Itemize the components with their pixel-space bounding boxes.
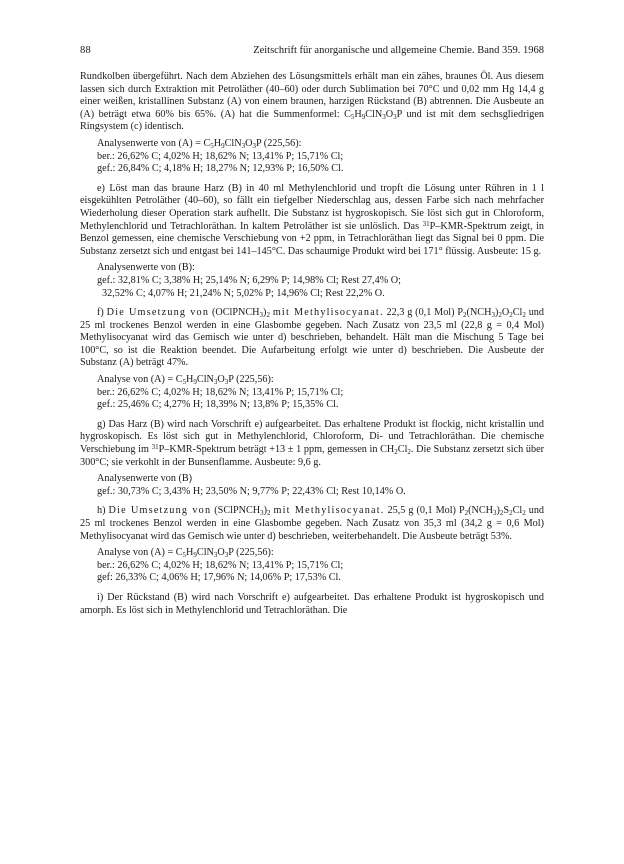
body-paragraph: e) Löst man das braune Harz (B) in 40 ml Methylenchlorid und tropft die Lösung unter Rühren in 1 l eisgekühlten Petroläther (40–60), so fällt ein tiefgelber Niederschlag aus, dessen Farbe sich nach mehrfacher Wiederholung dieser Operation stark aufhellt. Die Substanz ist hygroskopisch. Sie löst sich gut in Chloroform, Methylenchlorid und Tetrachloräthan. In kaltem Petroläther ist sie unlöslich. Das $^{31}$P–KMR-Spektrum zeigt, in Benzol gemessen, eine chemische Verschiebung von +2 ppm, in Tetrachloräthan liegt das Signal bei 0 ppm. Die Substanz zersetzt sich und entgast bei 141–145°C. Das schaumige Produkt wird bei 171° flüssig. Ausbeute: 15 g. [80,182,544,257]
analysis-heading: Analysenwerte von (B): [97,262,195,274]
running-header [80,44,544,58]
analysis-values-line: gef: 26,33% C; 4,06% H; 17,96% N; 14,06% P; 17,53% Cl. [97,572,341,584]
analysis-values-line: ber.: 26,62% C; 4,02% H; 18,62% N; 13,41% P; 15,71% Cl; [97,150,344,162]
page-number: 88 [80,45,92,56]
body-paragraph: i) Der Rückstand (B) wird nach Vorschrift e) aufgearbeitet. Das erhaltene Produkt ist hygroskopisch und amorph. Es löst sich in Methylenchlorid und Tetrachloräthan. Die [80,591,544,616]
analysis-values-line: gef.: 25,46% C; 4,27% H; 18,39% N; 13,8% P; 15,35% Cl. [97,399,339,411]
analysis-heading: Analyse von $(A) = C_5H_9ClN_3O_3P$ (225,56): [97,374,274,387]
analysis-values-line: gef.: 32,81% C; 3,38% H; 25,14% N; 6,29% P; 14,98% Cl; Rest 27,4% O; [97,274,401,286]
document-page [80,44,544,617]
analysis-heading: Analyse von $(A) = C_5H_9ClN_3O_3P$ (225,56): [97,547,274,560]
analysis-values-line: gef.: 30,73% C; 3,43% H; 23,50% N; 9,77% P; 22,43% Cl; Rest 10,14% O. [97,485,406,497]
body-paragraph: h) Die Umsetzung von $(SClPNCH_3)_2$ mit Methylisocyanat. 25,5 g (0,1 Mol) $P_2(NCH_3)_2S_2Cl_2$ und 25 ml trockenes Benzol werden in eine Glasbombe gegeben. Nach Zusatz von 35,3 ml (34,2 g = 0,6 Mol) Methylisocyanat wird das Gemisch wie unter d) beschrieben, weiterbehandelt. Die Ausbeute beträgt 53%. [80,505,545,542]
analysis-heading: Analysenwerte von (B) [97,473,193,485]
body-paragraph: f) Die Umsetzung von $(OClPNCH_3)_2$ mit Methylisocyanat. 22,3 g (0,1 Mol) $P_2(NCH_3)_2O_2Cl_2$ und 25 ml trockenes Benzol werden in eine Glasbombe gegeben. Nach Zusatz von 23,5 ml (22,8 g = 0,4 Mol) Methylisocyanat wird das Gemisch wie unter d) beschrieben, behandelt. Hält man die Mischung 5 Tage bei 100°C, so ist die Reaktion beendet. Die Aufarbeitung erfolgt wie unter d) beschrieben. Die Ausbeute der Substanz (A) beträgt 47%. [80,307,544,369]
journal-title: Zeitschrift für anorganische und allgemeine Chemie. Band 359. 1968 [253,45,544,56]
analysis-values-line: gef.: 26,84% C; 4,18% H; 18,27% N; 12,93% P; 16,50% Cl. [97,163,344,175]
body-paragraph: g) Das Harz (B) wird nach Vorschrift e) aufgearbeitet. Das erhaltene Produkt ist flockig, nicht kristallin und hygroskopisch. Es löst sich gut in Methylenchlorid, Chloroform, Di- und Tetrachloräthan. Die chemische Verschiebung im $^{31}$P–KMR-Spektrum beträgt +13 ± 1 ppm, gemessen in $CH_2Cl_2$. Die Substanz zersetzt sich über 300°C; sie verkohlt in der Bunsenflamme. Ausbeute: 9,6 g. [80,418,544,468]
article-body [80,71,544,617]
body-paragraph: Rundkolben übergeführt. Nach dem Abziehen des Lösungsmittels erhält man ein zähes, braunes Öl. Aus diesem lassen sich durch Extraktion mit Petroläther (40–60) oder durch Sublimation bei 70°C und 0,02 mm Hg 14,4 g einer weißen, kristallinen Substanz (A) von einem braunen, harzigen Rückstand (B) abtrennen. Die Ausbeute an (A) beträgt etwa 60% bis 65%. (A) hat die Summenformel: $C_5H_9ClN_3O_3P$ und ist mit dem sechsgliedrigen Ringsystem (c) identisch. [80,71,545,133]
analysis-heading: Analysenwerte von $(A) = C_5H_9ClN_3O_3P$ (225,56): [97,137,302,150]
analysis-values-line: 32,52% C; 4,07% H; 21,24% N; 5,02% P; 14,96% Cl; Rest 22,2% O. [102,287,385,299]
analysis-values-line: ber.: 26,62% C; 4,02% H; 18,62% N; 13,41% P; 15,71% Cl; [97,559,344,571]
analysis-values-line: ber.: 26,62% C; 4,02% H; 18,62% N; 13,41% P; 15,71% Cl; [97,386,344,398]
